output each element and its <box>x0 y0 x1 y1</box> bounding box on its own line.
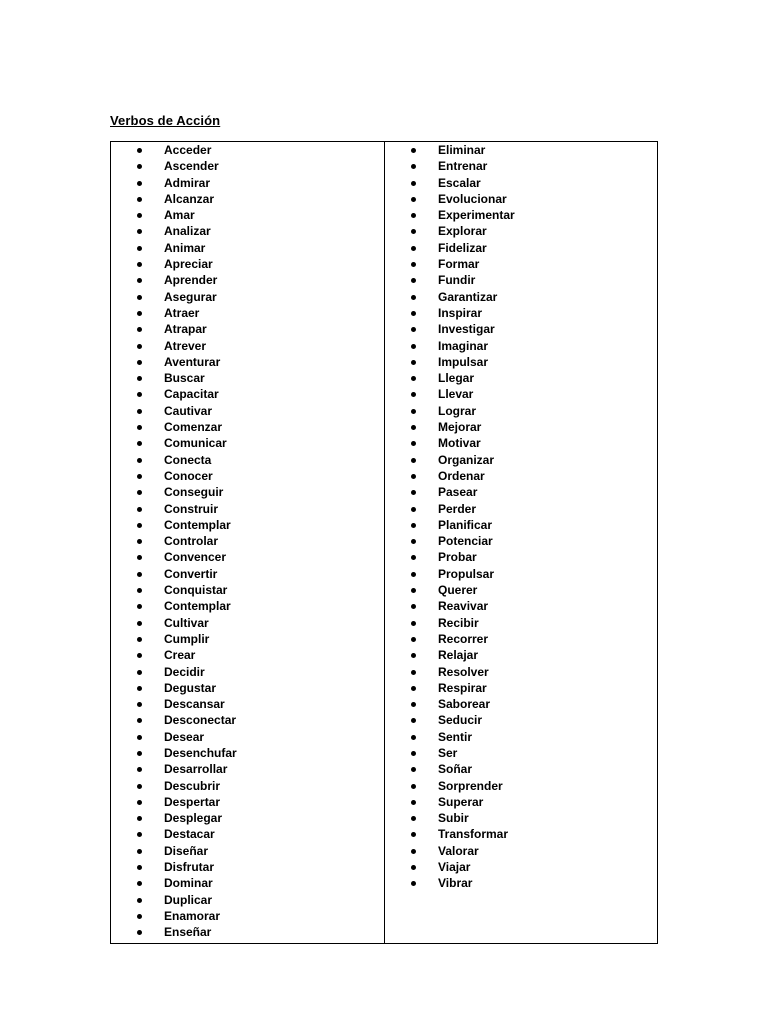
verb-list-item <box>137 908 237 924</box>
verb-list-item <box>411 142 515 158</box>
verb-label: Organizar <box>438 452 495 467</box>
verb-label: Eliminar <box>438 143 486 157</box>
bullet-icon <box>137 637 142 642</box>
bullet-icon <box>137 376 142 381</box>
verb-label: Cultivar <box>164 615 209 630</box>
verb-list-item <box>411 223 515 239</box>
bullet-icon <box>137 865 142 870</box>
bullet-icon <box>411 392 416 397</box>
verb-list-item <box>137 794 237 810</box>
bullet-icon <box>137 784 142 789</box>
verb-list-item <box>137 615 237 631</box>
bullet-icon <box>411 311 416 316</box>
verb-label: Sentir <box>438 729 473 744</box>
bullet-icon <box>137 914 142 919</box>
verb-label: Animar <box>164 240 206 255</box>
verb-label: Superar <box>438 794 484 809</box>
verb-label: Soñar <box>438 762 473 777</box>
verb-label: Formar <box>438 257 480 272</box>
verb-list-item <box>137 696 237 712</box>
verb-list-item <box>137 598 237 614</box>
bullet-icon <box>411 458 416 463</box>
bullet-icon <box>411 181 416 186</box>
verb-list-item <box>411 517 515 533</box>
verb-label: Experimentar <box>438 208 515 223</box>
verb-list-item <box>137 582 237 598</box>
verb-list-item <box>137 386 237 402</box>
verb-label: Pasear <box>438 485 478 500</box>
bullet-icon <box>411 164 416 169</box>
bullet-icon <box>411 702 416 707</box>
bullet-icon <box>411 474 416 479</box>
verb-label: Desplegar <box>164 811 223 826</box>
bullet-icon <box>411 262 416 267</box>
verb-list-item <box>411 468 515 484</box>
verb-label: Capacitar <box>164 387 219 402</box>
bullet-icon <box>137 898 142 903</box>
bullet-icon <box>411 784 416 789</box>
bullet-icon <box>411 849 416 854</box>
verb-list-item <box>411 712 515 728</box>
bullet-icon <box>411 767 416 772</box>
verb-list-item <box>411 256 515 272</box>
verb-label: Conseguir <box>164 485 224 500</box>
bullet-icon <box>411 523 416 528</box>
verb-label: Acceder <box>164 143 212 157</box>
bullet-icon <box>137 507 142 512</box>
verb-list-item <box>411 680 515 696</box>
bullet-icon <box>411 572 416 577</box>
bullet-icon <box>137 148 142 153</box>
verb-list-item <box>411 664 515 680</box>
verb-label: Reavivar <box>438 599 489 614</box>
verb-label: Alcanzar <box>164 191 215 206</box>
verb-label: Destacar <box>164 827 215 842</box>
verb-label: Convencer <box>164 550 227 565</box>
verb-list-item <box>411 615 515 631</box>
bullet-icon <box>411 604 416 609</box>
bullet-icon <box>411 295 416 300</box>
verb-label: Llegar <box>438 371 475 386</box>
bullet-icon <box>411 327 416 332</box>
verb-list-item <box>411 794 515 810</box>
bullet-icon <box>137 262 142 267</box>
bullet-icon <box>137 278 142 283</box>
bullet-icon <box>411 148 416 153</box>
bullet-icon <box>137 849 142 854</box>
verb-list-item <box>137 533 237 549</box>
verb-list-item <box>137 745 237 761</box>
verb-list-item <box>411 419 515 435</box>
verb-label: Planificar <box>438 517 493 532</box>
bullet-icon <box>137 572 142 577</box>
bullet-icon <box>411 229 416 234</box>
bullet-icon <box>137 327 142 332</box>
bullet-icon <box>137 164 142 169</box>
verb-label: Recorrer <box>438 631 489 646</box>
verb-list-item <box>137 403 237 419</box>
verb-label: Degustar <box>164 680 217 695</box>
verb-label: Lograr <box>438 403 477 418</box>
bullet-icon <box>137 360 142 365</box>
verb-label: Dominar <box>164 876 213 891</box>
bullet-icon <box>137 229 142 234</box>
verb-list-item <box>137 924 237 940</box>
verb-label: Disfrutar <box>164 860 215 875</box>
verb-label: Investigar <box>438 322 495 337</box>
verb-label: Descansar <box>164 697 225 712</box>
verb-label: Cautivar <box>164 403 213 418</box>
bullet-icon <box>137 181 142 186</box>
verb-label: Aprender <box>164 273 218 288</box>
verb-label: Conecta <box>164 452 212 467</box>
verb-label: Conquistar <box>164 583 228 598</box>
verb-list-item <box>411 289 515 305</box>
verb-list-item <box>411 240 515 256</box>
bullet-icon <box>137 344 142 349</box>
verb-list-item <box>137 223 237 239</box>
verb-list-item <box>411 745 515 761</box>
verb-list-item <box>137 256 237 272</box>
verb-list-item <box>411 647 515 663</box>
bullet-icon <box>137 555 142 560</box>
verb-label: Potenciar <box>438 534 493 549</box>
verb-label: Contemplar <box>164 517 231 532</box>
bullet-icon <box>411 539 416 544</box>
verb-label: Desenchufar <box>164 745 237 760</box>
bullet-icon <box>137 881 142 886</box>
verb-list-item <box>137 338 237 354</box>
verb-label: Duplicar <box>164 892 213 907</box>
verb-label: Construir <box>164 501 218 516</box>
verb-label: Evolucionar <box>438 191 507 206</box>
verb-label: Comenzar <box>164 420 223 435</box>
verb-list-item <box>411 403 515 419</box>
verb-label: Enseñar <box>164 925 212 940</box>
verb-list-item <box>411 533 515 549</box>
verb-list-item <box>137 712 237 728</box>
verb-list-item <box>411 452 515 468</box>
bullet-icon <box>137 409 142 414</box>
bullet-icon <box>411 816 416 821</box>
verb-label: Amar <box>164 208 195 223</box>
bullet-icon <box>137 197 142 202</box>
verb-list-item <box>411 370 515 386</box>
verb-label: Convertir <box>164 566 218 581</box>
verb-list-item <box>137 142 237 158</box>
bullet-icon <box>411 360 416 365</box>
verb-list-item <box>137 761 237 777</box>
verb-list-item <box>411 761 515 777</box>
verb-list-item <box>137 631 237 647</box>
bullet-icon <box>411 555 416 560</box>
verb-list-item <box>137 826 237 842</box>
verb-label: Desear <box>164 729 205 744</box>
verb-list-item <box>411 843 515 859</box>
verb-label: Atrever <box>164 338 207 353</box>
verb-label: Mejorar <box>438 420 482 435</box>
verb-list-item <box>411 826 515 842</box>
verb-label: Valorar <box>438 843 479 858</box>
verb-label: Subir <box>438 811 469 826</box>
verb-list-item <box>411 729 515 745</box>
verb-list-item <box>137 810 237 826</box>
bullet-icon <box>137 832 142 837</box>
verb-label: Desarrollar <box>164 762 228 777</box>
verb-table <box>110 141 658 944</box>
bullet-icon <box>137 735 142 740</box>
verb-list-item <box>137 517 237 533</box>
bullet-icon <box>411 735 416 740</box>
verb-list-item <box>137 859 237 875</box>
verb-label: Diseñar <box>164 843 209 858</box>
bullet-icon <box>137 670 142 675</box>
bullet-icon <box>411 376 416 381</box>
verb-list-item <box>411 484 515 500</box>
verb-list-item <box>137 272 237 288</box>
bullet-icon <box>137 686 142 691</box>
bullet-icon <box>137 213 142 218</box>
verb-label: Atraer <box>164 305 200 320</box>
bullet-icon <box>137 800 142 805</box>
verb-list-item <box>411 582 515 598</box>
bullet-icon <box>137 588 142 593</box>
bullet-icon <box>411 718 416 723</box>
left-verb-list <box>137 142 237 941</box>
verb-list-item <box>411 158 515 174</box>
verb-label: Impulsar <box>438 354 489 369</box>
bullet-icon <box>137 816 142 821</box>
verb-label: Ascender <box>164 159 219 174</box>
bullet-icon <box>411 653 416 658</box>
verb-label: Cumplir <box>164 631 210 646</box>
verb-list-item <box>137 175 237 191</box>
verb-list-item <box>137 680 237 696</box>
verb-list-item <box>137 240 237 256</box>
verb-list-item <box>411 305 515 321</box>
verb-label: Probar <box>438 550 477 565</box>
bullet-icon <box>411 621 416 626</box>
verb-label: Desconectar <box>164 713 237 728</box>
bullet-icon <box>411 490 416 495</box>
verb-label: Motivar <box>438 436 481 451</box>
verb-list-item <box>411 191 515 207</box>
bullet-icon <box>137 539 142 544</box>
verb-label: Escalar <box>438 175 481 190</box>
verb-label: Transformar <box>438 827 509 842</box>
bullet-icon <box>137 751 142 756</box>
verb-label: Buscar <box>164 371 205 386</box>
bullet-icon <box>137 311 142 316</box>
verb-label: Comunicar <box>164 436 227 451</box>
verb-list-item <box>411 631 515 647</box>
verb-list-item <box>137 549 237 565</box>
verb-list-item <box>137 892 237 908</box>
bullet-icon <box>137 425 142 430</box>
verb-list-item <box>137 452 237 468</box>
right-verb-list <box>411 142 515 892</box>
page-title: Verbos de Acción <box>110 113 221 128</box>
bullet-icon <box>137 767 142 772</box>
verb-label: Controlar <box>164 534 218 549</box>
verb-list-item <box>411 859 515 875</box>
verb-label: Explorar <box>438 224 487 239</box>
verb-label: Fidelizar <box>438 240 487 255</box>
verb-label: Enamorar <box>164 908 221 923</box>
bullet-icon <box>137 441 142 446</box>
verb-label: Llevar <box>438 387 474 402</box>
verb-list-item <box>411 566 515 582</box>
verb-label: Viajar <box>438 860 471 875</box>
verb-list-item <box>137 419 237 435</box>
bullet-icon <box>137 718 142 723</box>
bullet-icon <box>411 213 416 218</box>
verb-label: Imaginar <box>438 338 489 353</box>
bullet-icon <box>411 425 416 430</box>
verb-list-item <box>137 501 237 517</box>
verb-list-item <box>137 191 237 207</box>
verb-label: Relajar <box>438 648 479 663</box>
verb-label: Perder <box>438 501 477 516</box>
verb-list-item <box>411 386 515 402</box>
bullet-icon <box>411 588 416 593</box>
verb-label: Fundir <box>438 273 476 288</box>
column-divider <box>384 142 385 943</box>
bullet-icon <box>137 653 142 658</box>
bullet-icon <box>411 507 416 512</box>
verb-list-item <box>137 468 237 484</box>
verb-label: Seducir <box>438 713 483 728</box>
bullet-icon <box>411 344 416 349</box>
bullet-icon <box>411 800 416 805</box>
verb-list-item <box>137 484 237 500</box>
verb-label: Recibir <box>438 615 479 630</box>
verb-list-item <box>137 354 237 370</box>
bullet-icon <box>411 197 416 202</box>
bullet-icon <box>411 686 416 691</box>
verb-label: Ser <box>438 745 458 760</box>
bullet-icon <box>411 246 416 251</box>
verb-label: Propulsar <box>438 566 495 581</box>
verb-list-item <box>137 729 237 745</box>
bullet-icon <box>411 832 416 837</box>
verb-label: Atrapar <box>164 322 207 337</box>
verb-label: Admirar <box>164 175 211 190</box>
verb-list-item <box>137 843 237 859</box>
verb-list-item <box>411 778 515 794</box>
bullet-icon <box>411 881 416 886</box>
bullet-icon <box>137 474 142 479</box>
bullet-icon <box>137 295 142 300</box>
verb-list-item <box>137 875 237 891</box>
verb-list-item <box>411 321 515 337</box>
verb-list-item <box>137 435 237 451</box>
verb-label: Sorprender <box>438 778 503 793</box>
verb-list-item <box>411 810 515 826</box>
verb-label: Saborear <box>438 697 491 712</box>
verb-label: Conocer <box>164 468 213 483</box>
verb-list-item <box>411 354 515 370</box>
verb-list-item <box>137 158 237 174</box>
bullet-icon <box>411 441 416 446</box>
verb-list-item <box>411 272 515 288</box>
verb-label: Vibrar <box>438 876 473 891</box>
bullet-icon <box>411 865 416 870</box>
bullet-icon <box>411 670 416 675</box>
verb-list-item <box>411 501 515 517</box>
verb-list-item <box>137 566 237 582</box>
verb-list-item <box>137 370 237 386</box>
verb-label: Decidir <box>164 664 205 679</box>
verb-label: Apreciar <box>164 257 213 272</box>
verb-label: Aventurar <box>164 354 221 369</box>
bullet-icon <box>411 278 416 283</box>
verb-list-item <box>411 549 515 565</box>
verb-label: Resolver <box>438 664 489 679</box>
bullet-icon <box>137 523 142 528</box>
verb-list-item <box>411 338 515 354</box>
verb-list-item <box>411 875 515 891</box>
verb-list-item <box>411 696 515 712</box>
bullet-icon <box>137 246 142 251</box>
verb-label: Ordenar <box>438 468 485 483</box>
verb-label: Asegurar <box>164 289 217 304</box>
verb-label: Entrenar <box>438 159 488 174</box>
verb-label: Contemplar <box>164 599 231 614</box>
verb-list-item <box>137 321 237 337</box>
verb-list-item <box>411 175 515 191</box>
bullet-icon <box>137 458 142 463</box>
verb-list-item <box>411 435 515 451</box>
verb-list-item <box>137 664 237 680</box>
verb-list-item <box>411 598 515 614</box>
bullet-icon <box>411 751 416 756</box>
bullet-icon <box>137 392 142 397</box>
bullet-icon <box>137 490 142 495</box>
verb-label: Analizar <box>164 224 211 239</box>
bullet-icon <box>137 702 142 707</box>
verb-label: Respirar <box>438 680 487 695</box>
verb-label: Crear <box>164 648 196 663</box>
verb-label: Despertar <box>164 794 221 809</box>
bullet-icon <box>411 637 416 642</box>
verb-list-item <box>411 207 515 223</box>
verb-list-item <box>137 647 237 663</box>
verb-list-item <box>137 207 237 223</box>
bullet-icon <box>137 930 142 935</box>
verb-list-item <box>137 289 237 305</box>
bullet-icon <box>137 621 142 626</box>
verb-label: Querer <box>438 583 478 598</box>
verb-list-item <box>137 305 237 321</box>
bullet-icon <box>411 409 416 414</box>
verb-list-item <box>137 778 237 794</box>
verb-label: Descubrir <box>164 778 221 793</box>
verb-label: Garantizar <box>438 289 498 304</box>
verb-label: Inspirar <box>438 305 483 320</box>
bullet-icon <box>137 604 142 609</box>
